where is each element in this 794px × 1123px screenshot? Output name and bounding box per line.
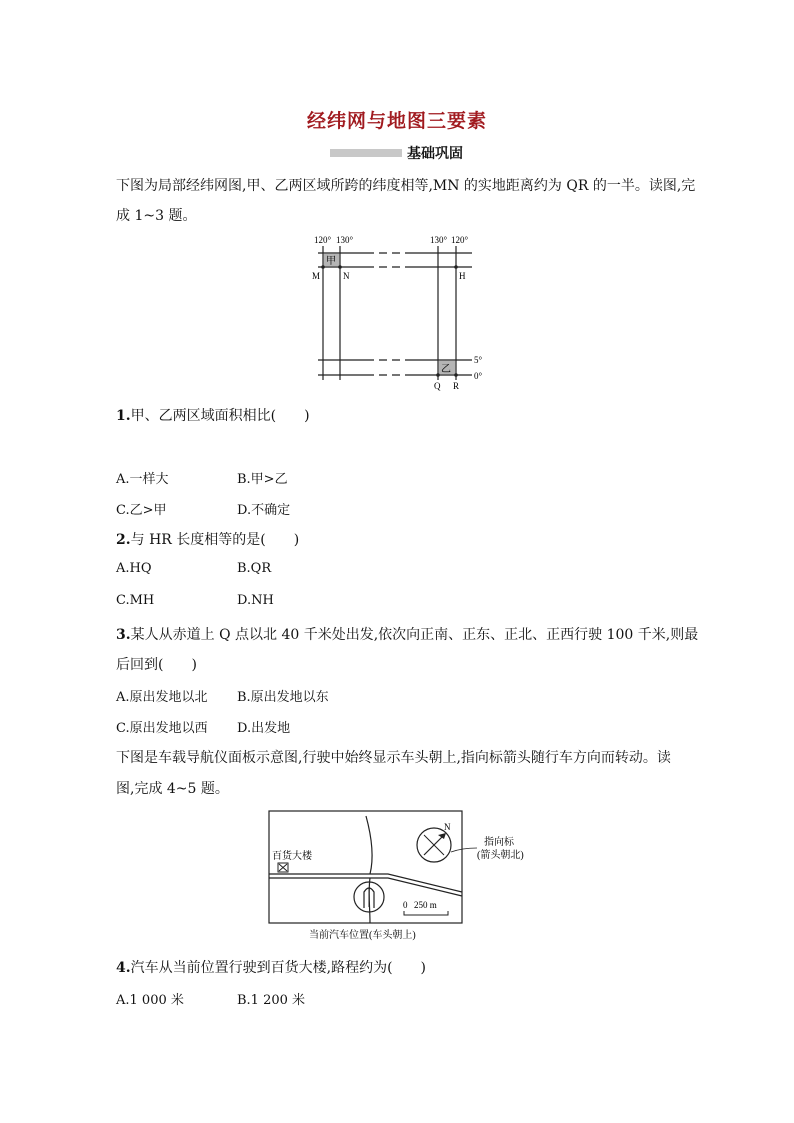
intro1-line1: 下图为局部经纬网图,甲、乙两区域所跨的纬度相等,MN 的实地距离约为 QR 的一半。读图,完 bbox=[116, 178, 696, 194]
q3-option-b[interactable]: B.原出发地以东 bbox=[237, 690, 329, 705]
point-n: N bbox=[343, 271, 350, 281]
q2-option-a[interactable]: A.HQ bbox=[116, 561, 152, 576]
compass-n: N bbox=[444, 822, 451, 832]
point-h: H bbox=[459, 271, 466, 281]
scale-value: 250 m bbox=[414, 900, 437, 910]
q2-text: 与 HR 长度相等的是( ) bbox=[130, 532, 300, 548]
q2-stem bbox=[116, 529, 299, 549]
section-bar bbox=[330, 149, 402, 157]
q1-option-d[interactable]: D.不确定 bbox=[237, 503, 291, 518]
q2-option-d[interactable]: D.NH bbox=[237, 593, 274, 608]
q3-line2: 后回到( ) bbox=[116, 657, 197, 673]
q3-option-a[interactable]: A.原出发地以北 bbox=[116, 690, 208, 705]
q4-option-a[interactable]: A.1 000 米 bbox=[116, 993, 184, 1008]
lat-5: 5° bbox=[474, 355, 483, 365]
q4-number: 4. bbox=[116, 960, 131, 976]
compass-label-note: (箭头朝北) bbox=[477, 850, 524, 861]
nav-panel-figure bbox=[262, 808, 552, 944]
q3-stem bbox=[116, 624, 698, 644]
page-title: 经纬网与地图三要素 bbox=[306, 110, 487, 132]
q1-number: 1. bbox=[116, 408, 131, 424]
car-label: 当前汽车位置(车头朝上) bbox=[309, 930, 416, 941]
q3-option-d[interactable]: D.出发地 bbox=[237, 721, 291, 736]
q4-text: 汽车从当前位置行驶到百货大楼,路程约为( ) bbox=[130, 960, 426, 976]
q2-number: 2. bbox=[116, 532, 131, 548]
q2-option-b[interactable]: B.QR bbox=[237, 561, 272, 576]
region-b-label: 乙 bbox=[441, 364, 451, 375]
point-m: M bbox=[312, 271, 321, 281]
q1-stem bbox=[116, 405, 310, 425]
lon-label-120-left: 120° bbox=[314, 235, 332, 245]
lon-label-130-right: 130° bbox=[430, 235, 448, 245]
intro2-line1: 下图是车载导航仪面板示意图,行驶中始终显示车头朝上,指向标箭头随行车方向而转动。读 bbox=[116, 750, 671, 766]
q3-line1: 某人从赤道上 Q 点以北 40 千米处出发,依次向正南、正东、正北、正西行驶 100 千米,则最 bbox=[130, 627, 699, 643]
q1-option-c[interactable]: C.乙>甲 bbox=[116, 503, 167, 518]
lon-label-120-right: 120° bbox=[451, 235, 469, 245]
scale-zero: 0 bbox=[403, 900, 408, 910]
q4-stem bbox=[116, 957, 426, 977]
compass-label: 指向标 bbox=[484, 837, 514, 848]
q2-option-c[interactable]: C.MH bbox=[116, 593, 155, 608]
section-heading: 基础巩固 bbox=[407, 146, 463, 162]
q3-option-c[interactable]: C.原出发地以西 bbox=[116, 721, 208, 736]
q1-option-a[interactable]: A.一样大 bbox=[116, 472, 169, 487]
q1-text: 甲、乙两区域面积相比( ) bbox=[130, 408, 310, 424]
lon-label-130-left: 130° bbox=[336, 235, 354, 245]
q1-option-b[interactable]: B.甲>乙 bbox=[237, 472, 288, 487]
region-a-label: 甲 bbox=[326, 256, 336, 267]
point-q: Q bbox=[434, 381, 441, 391]
point-r: R bbox=[453, 381, 460, 391]
store-label: 百货大楼 bbox=[272, 851, 312, 862]
lat-0: 0° bbox=[474, 371, 483, 381]
intro1-line2: 成 1~3 题。 bbox=[116, 208, 197, 224]
intro2-line2: 图,完成 4~5 题。 bbox=[116, 781, 229, 797]
q4-option-b[interactable]: B.1 200 米 bbox=[237, 993, 306, 1008]
q3-number: 3. bbox=[116, 627, 131, 643]
graticule-figure bbox=[300, 230, 500, 400]
